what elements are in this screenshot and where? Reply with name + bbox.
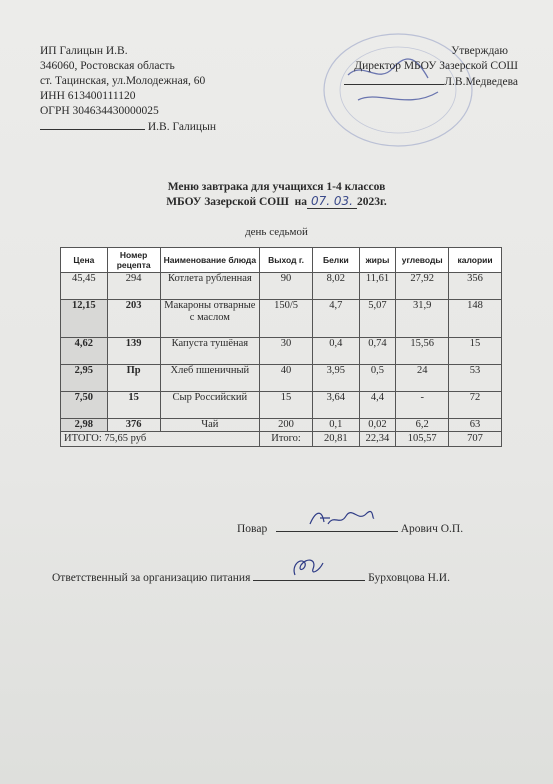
menu-table: [60, 247, 502, 447]
supplier-ogrn: ОГРН 304634430000025: [40, 105, 159, 117]
supplier-block: [40, 44, 216, 135]
table-row: 7,50 15 Сыр Российский 15 3,64 4,4 - 72: [61, 392, 502, 419]
table-row: 12,15 203 Макароны отварные с маслом 150/5 4,7 5,07 31,9 148: [61, 300, 502, 338]
col-protein: Белки: [312, 248, 359, 273]
supplier-inn: ИНН 613400111120: [40, 90, 136, 102]
table-row: 45,45 294 Котлета рубленная 90 8,02 11,61 27,92 356: [61, 273, 502, 300]
table-row: 2,95 Пр Хлеб пшеничный 40 3,95 0,5 24 53: [61, 365, 502, 392]
col-dish: Наименование блюда: [160, 248, 260, 273]
approve-label: Утверждаю: [451, 45, 508, 57]
table-row: 2,98 376 Чай 200 0,1 0,02 6,2 63: [61, 419, 502, 432]
menu-subtitle: МБОУ Зазерской СОШ на 07. 03. 2023г.: [166, 194, 387, 208]
col-carbs: углеводы: [396, 248, 449, 273]
day-label: день седьмой: [245, 226, 308, 238]
table-total-row: ИТОГО: 75,65 руб Итого: 20,81 22,34 105,57 707: [61, 432, 502, 447]
col-recipe: Номер рецепта: [107, 248, 160, 273]
supplier-name: ИП Галицын И.В.: [40, 45, 128, 57]
responsible-handwritten-signature: [287, 555, 327, 581]
table-row: 4,62 139 Капуста тушёная 30 0,4 0,74 15,56 15: [61, 338, 502, 365]
cook-handwritten-signature: [306, 508, 376, 530]
approve-signature-line: Л.В.Медведева: [330, 74, 518, 90]
table-header-row: [61, 248, 502, 273]
approve-position: Директор МБОУ Зазерской СОШ: [354, 60, 518, 72]
menu-title: Меню завтрака для учащихся 1-4 классов: [167, 181, 386, 193]
supplier-signature-line: И.В. Галицын: [40, 119, 216, 135]
supplier-address-2: ст. Тацинская, ул.Молодежная, 60: [40, 75, 206, 87]
cook-signature: Повар Арович О.П.: [237, 520, 463, 535]
supplier-address-1: 346060, Ростовская область: [40, 60, 175, 72]
col-yield: Выход г.: [260, 248, 313, 273]
total-label: Итого:: [260, 432, 313, 447]
col-calories: калории: [449, 248, 502, 273]
col-price: Цена: [61, 248, 108, 273]
responsible-signature: Ответственный за организацию питания Бурховцова Н.И.: [52, 569, 450, 584]
handwritten-date: 07. 03.: [307, 194, 357, 209]
total-price: ИТОГО: 75,65 руб: [61, 432, 260, 447]
col-fat: жиры: [359, 248, 396, 273]
approval-block: [330, 44, 518, 90]
